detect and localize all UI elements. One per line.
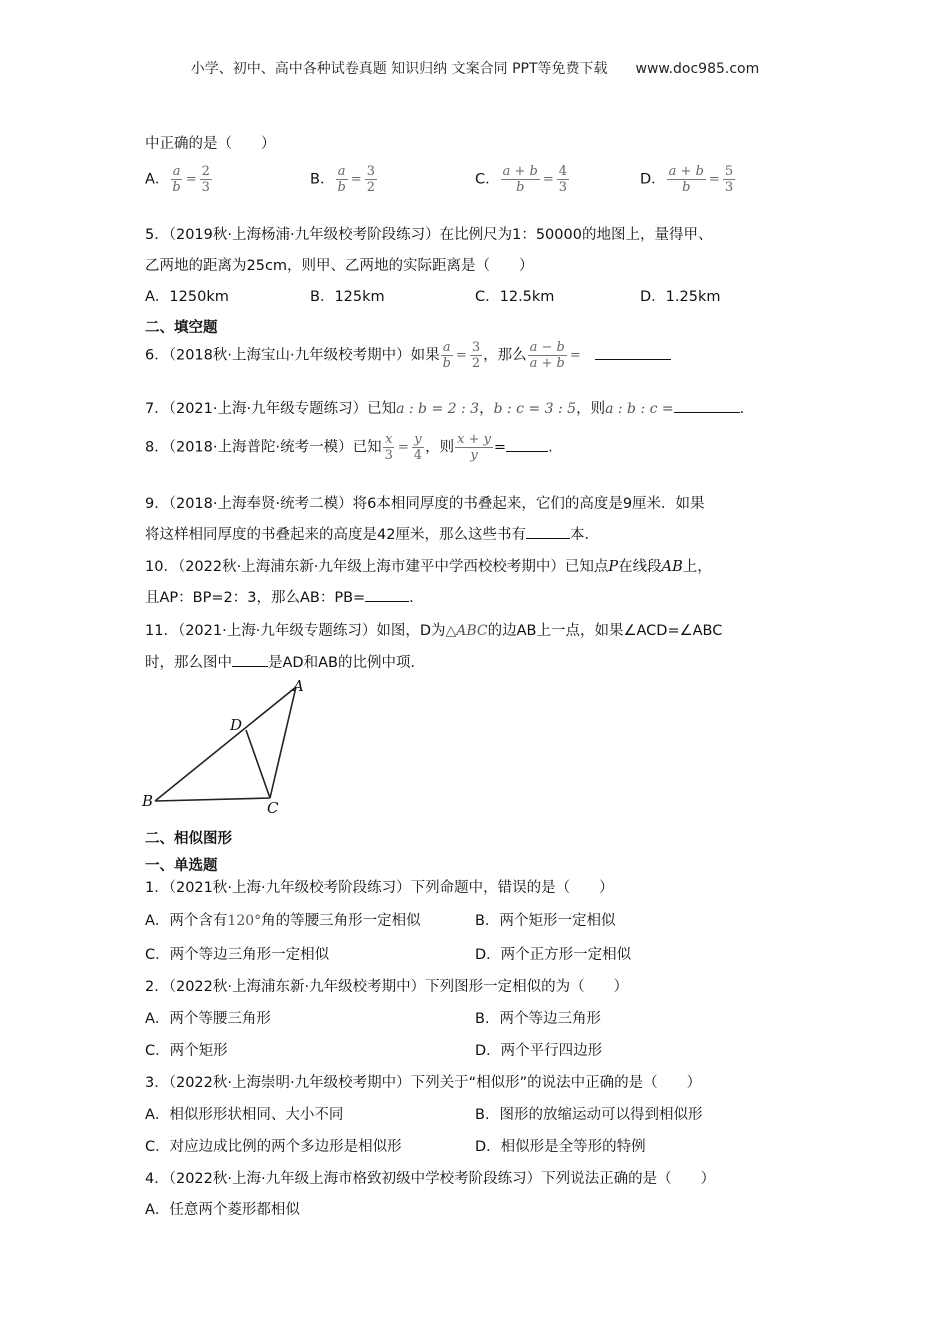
fraction: $\frac{3}{2}$ (471, 340, 481, 371)
segment-cd (246, 730, 270, 798)
s3-option-d[interactable]: D．相似形是全等形的特例 (475, 1139, 646, 1155)
fraction: $\frac{x}{3}$ (384, 432, 393, 463)
side-bc (155, 798, 270, 801)
s3-option-b[interactable]: B．图形的放缩运动可以得到相似形 (475, 1107, 703, 1123)
q11-text: 时，那么图中 (145, 655, 232, 671)
fraction: $\frac{a}{b}$ (442, 340, 451, 371)
s4-option-a[interactable]: A．任意两个菱形都相似 (145, 1202, 300, 1218)
fraction: $\frac{a + b}{b}$ (668, 164, 704, 195)
q4-option-d[interactable] (640, 164, 736, 195)
option-label: A． (145, 171, 170, 188)
s1-option-b[interactable]: B．两个矩形一定相似 (475, 913, 616, 929)
page-header (0, 58, 950, 78)
s3-option-a[interactable]: A．相似形形状相同、大小不同 (145, 1107, 344, 1123)
q10-text: 且AP：BP=2：3，那么AB：PB= (145, 590, 366, 606)
q4-stem: 中正确的是（ ） (145, 136, 276, 152)
math-var: AB (661, 559, 683, 575)
q7-text: ， (479, 401, 494, 417)
label-d: D (230, 716, 243, 734)
fraction: $\frac{4}{3}$ (558, 164, 568, 195)
q7 (145, 397, 744, 418)
q5-option-c[interactable]: C．12.5km (475, 289, 555, 305)
q11-text: 是AD和AB的比例中项． (268, 655, 425, 671)
fraction: $\frac{a + b}{b}$ (502, 164, 538, 195)
q6-text: ，那么 (483, 347, 527, 364)
q4-option-c[interactable] (475, 164, 570, 195)
answer-blank[interactable] (232, 652, 268, 667)
q7-text: . (739, 401, 745, 417)
q10-text: 上， (682, 559, 712, 575)
equals: = (708, 172, 720, 187)
q10-line2 (145, 586, 424, 607)
q9-line1: 9．（2018·上海奉贤·统考二模）将6本相同厚度的书叠起来，它们的高度是9厘米．如果 (145, 496, 705, 512)
q6 (145, 340, 671, 371)
s3-option-c[interactable]: C．对应边成比例的两个多边形是相似形 (145, 1139, 402, 1155)
q5-option-b[interactable]: B．125km (310, 289, 385, 305)
answer-blank[interactable] (526, 524, 570, 539)
section-title-single: 一、单选题 (145, 858, 218, 874)
answer-blank[interactable] (365, 587, 409, 602)
q8-text: . (548, 439, 553, 456)
math-expression: △ABC (445, 623, 488, 639)
q9-line2 (145, 523, 599, 544)
label-a: A (293, 677, 304, 695)
equals: = (185, 172, 197, 187)
side-ca (270, 687, 296, 798)
fraction: $\frac{a}{b}$ (337, 164, 346, 195)
equals: = (455, 348, 467, 363)
s2-option-d[interactable]: D．两个平行四边形 (475, 1043, 603, 1059)
fraction: $\frac{a}{b}$ (172, 164, 181, 195)
fraction: $\frac{x + y}{y}$ (457, 432, 491, 463)
answer-blank[interactable] (674, 398, 740, 413)
q7-text: ，则 (576, 401, 606, 417)
q10-text: 10．（2022秋·上海浦东新·九年级上海市建平中学西校校考期中）已知点 (145, 559, 609, 575)
s1-option-c[interactable]: C．两个等边三角形一定相似 (145, 947, 330, 963)
q9-text: 本． (569, 527, 599, 543)
s1-option-a[interactable] (145, 909, 421, 930)
answer-blank[interactable] (595, 345, 671, 360)
answer-blank[interactable] (506, 437, 548, 452)
math-expression: a : b = 2 : 3 (396, 401, 480, 417)
s2-option-a[interactable]: A．两个等腰三角形 (145, 1011, 271, 1027)
label-b: B (142, 792, 154, 810)
option-text: 角的等腰三角形一定相似 (261, 913, 421, 929)
math-expression: 120° (227, 913, 262, 929)
q8-text: ，则 (425, 439, 455, 456)
header-url[interactable]: www.doc985.com (635, 61, 760, 77)
q11-text: 11．（2021·上海·九年级专题练习）如图，D为 (145, 623, 446, 639)
option-text: A．两个含有 (145, 913, 228, 929)
option-label: D． (640, 171, 666, 188)
q11-line2 (145, 651, 425, 672)
q5-stem-line2: 乙两地的距离为25cm，则甲、乙两地的实际距离是（ ） (145, 258, 534, 274)
triangle-figure (140, 675, 320, 815)
section-title-fill: 二、填空题 (145, 320, 218, 336)
q6-text: 6．（2018秋·上海宝山·九年级校考期中）如果 (145, 347, 440, 364)
s3-stem: 3．（2022秋·上海崇明·九年级校考期中）下列关于“相似形”的说法中正确的是（ ） (145, 1075, 702, 1091)
q9-text: 将这样相同厚度的书叠起来的高度是42厘米，那么这些书有 (145, 527, 526, 543)
q10-text: 在线段 (618, 559, 662, 575)
option-label: C． (475, 171, 500, 188)
q7-text: 7．（2021·上海·九年级专题练习）已知 (145, 401, 397, 417)
q8 (145, 432, 553, 463)
q10-line1 (145, 555, 712, 576)
side-ba (155, 687, 296, 801)
q4-option-a[interactable] (145, 164, 213, 195)
equals: = (397, 440, 409, 455)
fraction: $\frac{a - b}{a + b}$ (529, 340, 565, 371)
s4-stem: 4．（2022秋·上海·九年级上海市格致初级中学校考阶段练习）下列说法正确的是（ ） (145, 1171, 716, 1187)
fraction: $\frac{3}{2}$ (366, 164, 375, 195)
equals: = (569, 348, 581, 363)
q10-text: ． (409, 590, 424, 606)
equals: = (542, 172, 554, 187)
q5-option-d[interactable]: D．1.25km (640, 289, 721, 305)
section-title-similar: 二、相似图形 (145, 831, 232, 847)
q8-text: = (493, 439, 507, 456)
q5-stem-line1: 5．（2019秋·上海杨浦·九年级校考阶段练习）在比例尺为1：50000的地图上，量得甲、 (145, 227, 713, 243)
q4-option-b[interactable] (310, 164, 378, 195)
q11-text: 的边AB上一点，如果∠ACD=∠ABC (487, 623, 723, 639)
s2-option-b[interactable]: B．两个等边三角形 (475, 1011, 601, 1027)
q11-line1 (145, 619, 722, 640)
s1-stem: 1．（2021秋·上海·九年级校考阶段练习）下列命题中，错误的是（ ） (145, 880, 614, 896)
option-label: B． (310, 171, 335, 188)
math-expression: b : c = 3 : 5 (493, 401, 577, 417)
label-c: C (267, 799, 279, 815)
equals: = (350, 172, 362, 187)
math-expression: a : b : c = (605, 401, 674, 417)
header-text: 小学、初中、高中各种试卷真题 知识归纳 文案合同 PPT等免费下载 (190, 61, 608, 77)
s2-stem: 2．（2022秋·上海浦东新·九年级校考期中）下列图形一定相似的为（ ） (145, 979, 629, 995)
q8-text: 8．（2018·上海普陀·统考一模）已知 (145, 439, 382, 456)
fraction: $\frac{2}{3}$ (201, 164, 210, 195)
math-var: P (608, 559, 619, 575)
q5-option-a[interactable]: A．1250km (145, 289, 229, 305)
s1-option-d[interactable]: D．两个正方形一定相似 (475, 947, 632, 963)
s2-option-c[interactable]: C．两个矩形 (145, 1043, 228, 1059)
fraction: $\frac{5}{3}$ (724, 164, 734, 195)
fraction: $\frac{y}{4}$ (413, 432, 423, 463)
